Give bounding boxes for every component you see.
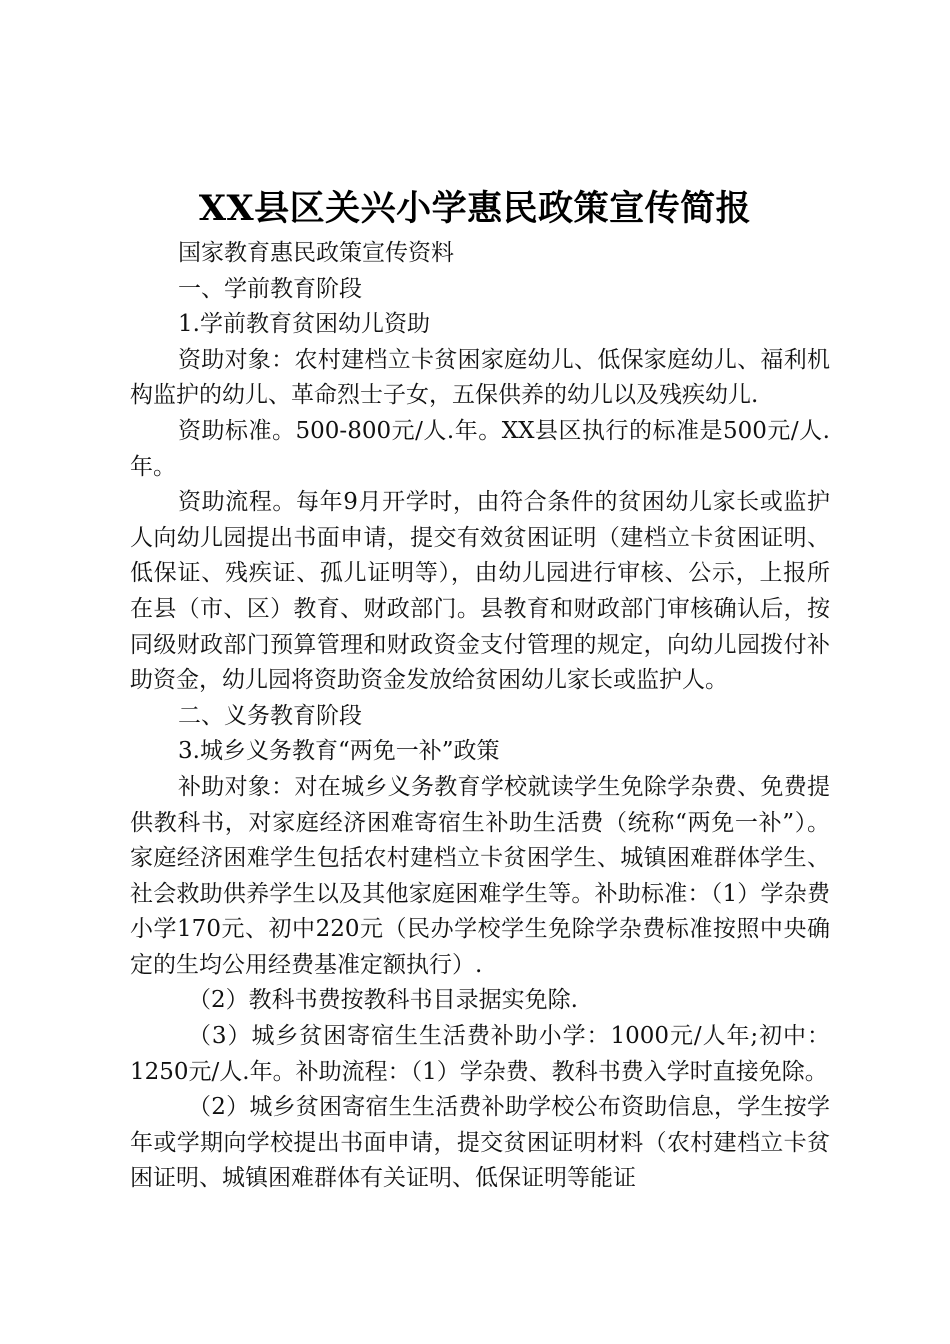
paragraph-boarding-subsidy: （3）城乡贫困寄宿生生活费补助小学：1000元/人年;初中：1250元/人.年。补助流程：（1）学杂费、教科书费入学时直接免除。 — [130, 1023, 830, 1085]
paragraph-textbook-fee: （2）教科书费按教科书目录据实免除. — [188, 987, 578, 1014]
document-body — [130, 236, 830, 1197]
document-title: XX县区关兴小学惠民政策宣传简报 — [198, 188, 752, 229]
paragraph-subsidy-target: 补助对象：对在城乡义务教育学校就读学生免除学杂费、免费提供教科书，对家庭经济困难寄宿生补助生活费（统称“两免一补”）。家庭经济困难学生包括农村建档立卡贫困学生、城镇困难群体学生、社会救助供养学生以及其他家庭困难学生等。补助标准：（1）学杂费小学170元、初中220元（民办学校学生免除学杂费标准按照中央确定的生均公用经费基准定额执行）. — [130, 773, 830, 978]
section-heading-compulsory: 二、义务教育阶段 — [178, 702, 362, 729]
paragraph-subtitle: 国家教育惠民政策宣传资料 — [178, 240, 454, 266]
subsection-heading-preschool-aid: 1.学前教育贫困幼儿资助 — [178, 311, 430, 338]
paragraph-aid-target: 资助对象：农村建档立卡贫困家庭幼儿、低保家庭幼儿、福利机构监护的幼儿、革命烈士子女，五保供养的幼儿以及残疾幼儿. — [130, 346, 830, 409]
paragraph-aid-standard: 资助标准。500-800元/人.年。XX县区执行的标准是500元/人.年。 — [130, 417, 830, 480]
paragraph-aid-process: 资助流程。每年9月开学时，由符合条件的贫困幼儿家长或监护人向幼儿园提出书面申请，提交有效贫困证明（建档立卡贫困证明、低保证、残疾证、孤儿证明等），由幼儿园进行审核、公示，上报所在县（市、区）教育、财政部门。县教育和财政部门审核确认后，按同级财政部门预算管理和财政资金支付管理的规定，向幼儿园拨付补助资金，幼儿园将资助资金发放给贫困幼儿家长或监护人。 — [130, 489, 830, 694]
paragraph-boarding-process: （2）城乡贫困寄宿生生活费补助学校公布资助信息，学生按学年或学期向学校提出书面申请，提交贫困证明材料（农村建档立卡贫困证明、城镇困难群体有关证明、低保证明等能证 — [130, 1094, 830, 1192]
section-heading-preschool: 一、学前教育阶段 — [178, 275, 362, 302]
subsection-heading-two-exemptions: 3.城乡义务教育“两免一补”政策 — [178, 738, 500, 765]
